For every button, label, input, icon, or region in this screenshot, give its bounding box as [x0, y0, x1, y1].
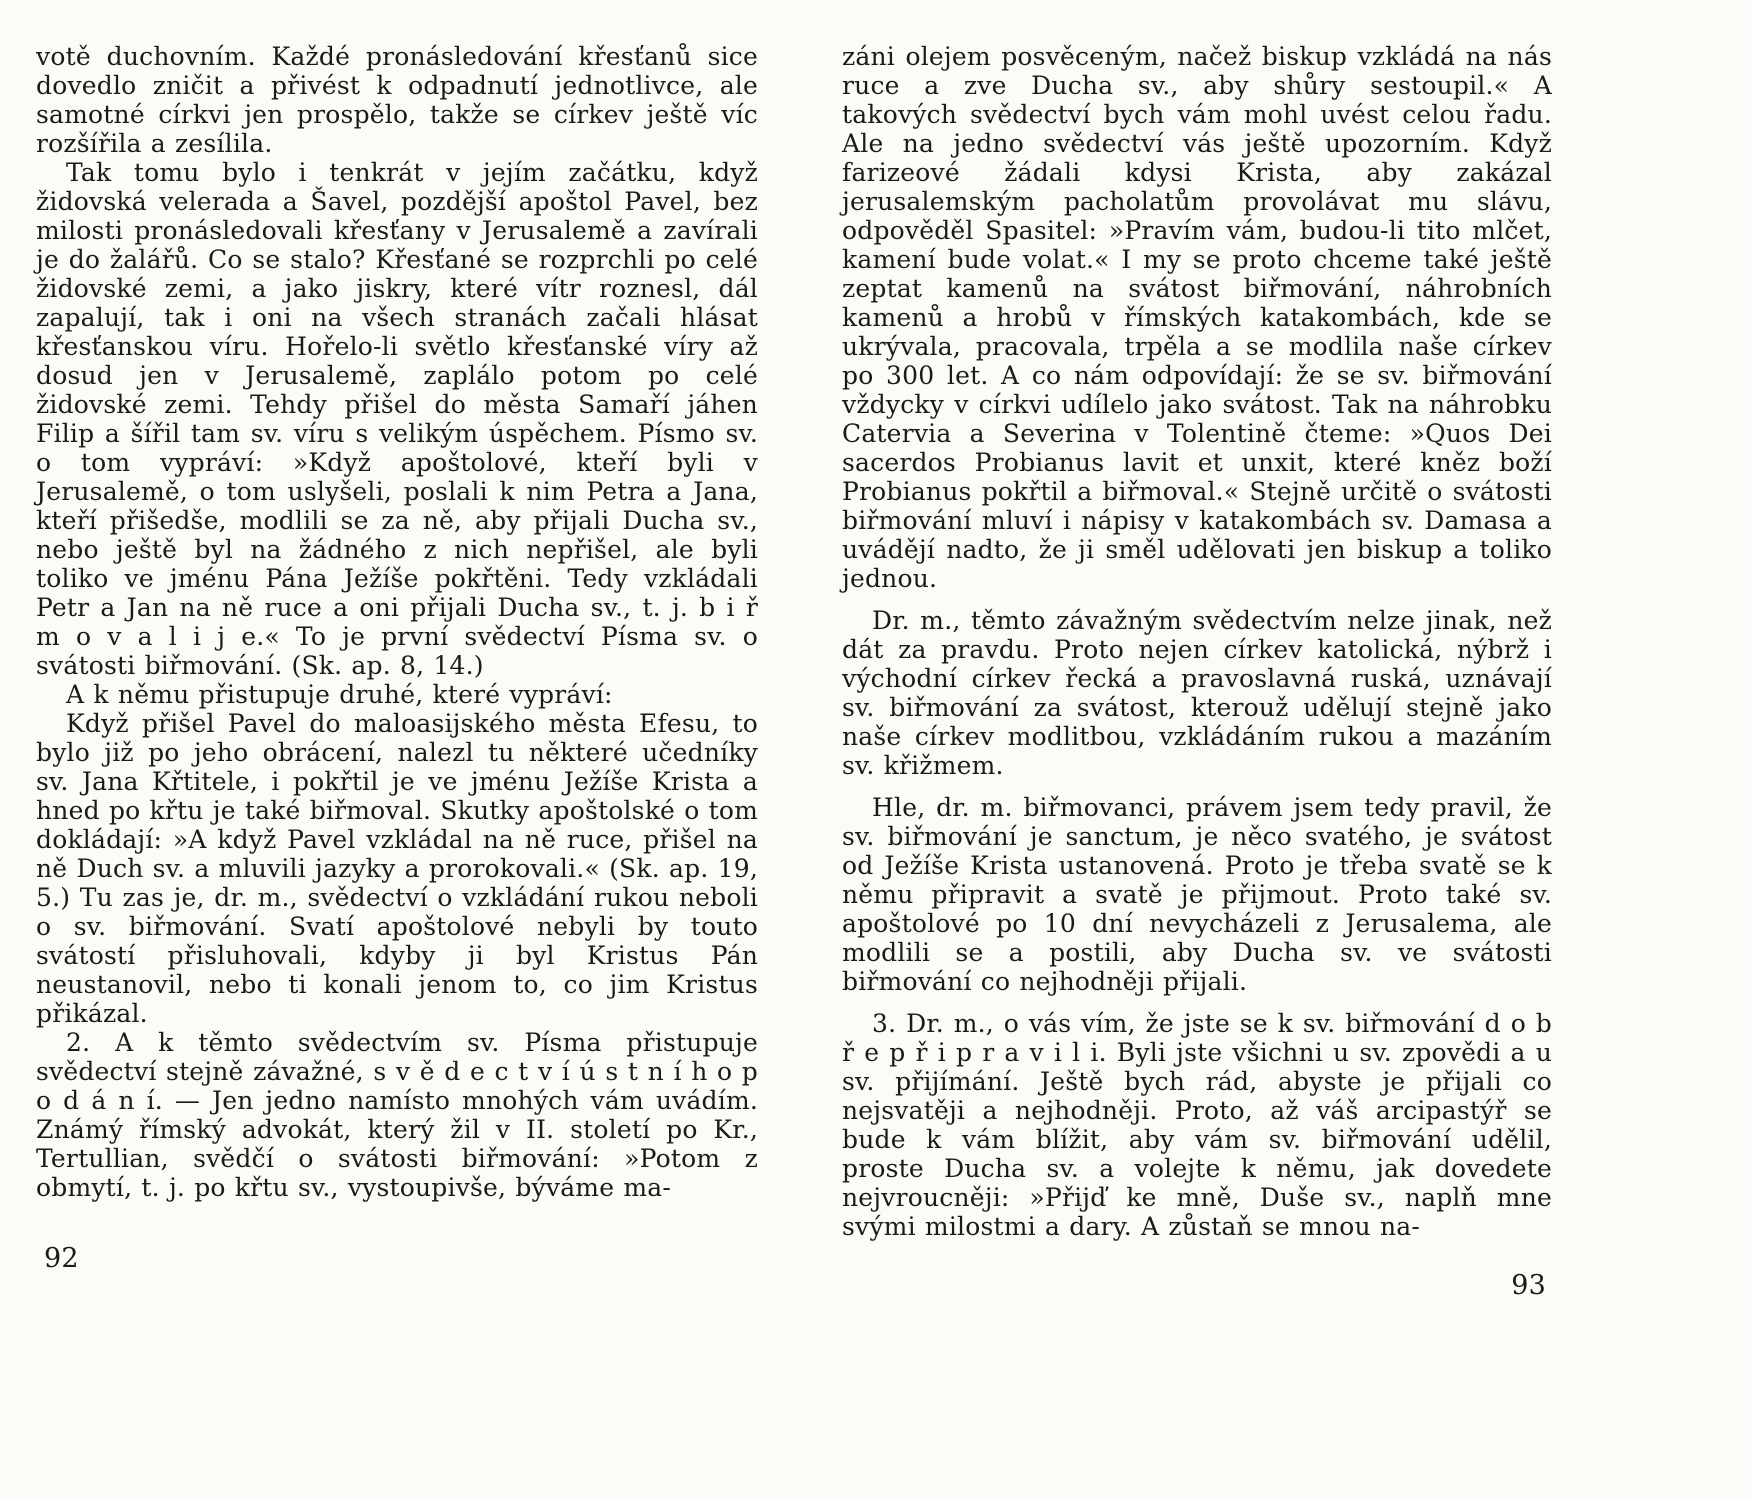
- paragraph: Dr. m., těmto závažným svědectvím nelze jinak, než dát za pravdu. Proto nejen církev katolická, nýbrž i východní církev řecká a pravoslavná ruská, uznávají sv. biřmování za svátost, kterouž udělují stejně jako naše církev modlitbou, vzkládáním rukou a mazáním sv. křižmem.: [842, 606, 1552, 780]
- left-page-column: [36, 42, 758, 1274]
- paragraph: Tak tomu bylo i tenkrát v jejím začátku, když židovská velerada a Šavel, pozdější apoštol Pavel, bez milosti pronásledovali křesťany v Jerusalemě a zavírali je do žalářů. Co se stalo? Křesťané se rozprchli po celé židovské zemi, a jako jiskry, které vítr roznesl, dál zapalují, tak i oni na všech stranách začali hlásat křesťanskou víru. Hořelo-li světlo křesťanské víry až dosud jen v Jerusalemě, zaplálo potom po celé židovské zemi. Tehdy přišel do města Samaří jáhen Filip a šířil tam sv. víru s velikým úspěchem. Písmo sv. o tom vypráví: »Když apoštolové, kteří byli v Jerusalemě, o tom uslyšeli, poslali k nim Petra a Jana, kteří přišedše, modlili se za ně, aby přijali Ducha sv., nebo ještě byl na žádného z nich nepřišel, ale byli toliko ve jménu Pána Ježíše pokřtěni. Tedy vzkládali Petr a Jan na ně ruce a oni přijali Ducha sv., t. j. b i ř m o v a l i j e.« To je první svědectví Písma sv. o svátosti biřmování. (Sk. ap. 8, 14.): [36, 158, 758, 680]
- paragraph: 2. A k těmto svědectvím sv. Písma přistupuje svědectví stejně závažné, s v ě d e c t v í ú s t n í h o p o d á n í. — Jen jedno namísto mnohých vám uvádím. Známý římský advokát, který žil v II. století po Kr., Tertullian, svědčí o svátosti biřmování: »Potom z obmytí, t. j. po křtu sv., vystoupivše, býváme ma-: [36, 1028, 758, 1202]
- paragraph: Když přišel Pavel do maloasijského města Efesu, to bylo již po jeho obrácení, nalezl tu některé učedníky sv. Jana Křtitele, i pokřtil je ve jménu Ježíše Krista a hned po křtu je také biřmoval. Skutky apoštolské o tom dokládají: »A když Pavel vzkládal na ně ruce, přišel na ně Duch sv. a mluvili jazyky a prorokovali.« (Sk. ap. 19, 5.) Tu zas je, dr. m., svědectví o vzkládání rukou neboli o sv. biřmování. Svatí apoštolové nebyli by touto svátostí přisluhovali, kdyby ji byl Kristus Pán neustanovil, nebo ti konali jenom to, co jim Kristus přikázal.: [36, 709, 758, 1028]
- paragraph: 3. Dr. m., o vás vím, že jste se k sv. biřmování d o b ř e p ř i p r a v i l i. Byli jste všichni u sv. zpovědi a u sv. přijímání. Ještě bych rád, abyste je přijali co nejsvatěji a nejhodněji. Proto, až váš arcipastýř se bude k vám blížit, aby vám sv. biřmování udělil, proste Ducha sv. a volejte k němu, jak dovedete nejvroucněji: »Přijď ke mně, Duše sv., naplň mne svými milostmi a dary. A zůstaň se mnou na-: [842, 1009, 1552, 1241]
- paragraph: záni olejem posvěceným, načež biskup vzkládá na nás ruce a zve Ducha sv., aby shůry sestoupil.« A takových svědectví bych vám mohl uvést celou řadu. Ale na jedno svědectví vás ještě upozorním. Když farizeové žádali kdysi Krista, aby zakázal jerusalemským pacholatům provolávat mu slávu, odpověděl Spasitel: »Pravím vám, budou-li tito mlčet, kamení bude volat.« I my se proto chceme také ještě zeptat kamenů na svátost biřmování, náhrobních kamenů a hrobů v římských katakombách, kde se ukrývala, pracovala, trpěla a se modlila naše církev po 300 let. A co nám odpovídají: že se sv. biřmování vždycky v církvi udílelo jako svátost. Tak na náhrobku Catervia a Severina v Tolentině čteme: »Quos Dei sacerdos Probianus lavit et unxit, které kněz boží Probianus pokřtil a biřmoval.« Stejně určitě o svátosti biřmování mluví i nápisy v katakombách sv. Damasa a uvádějí nadto, že ji směl udělovati jen biskup a toliko jednou.: [842, 42, 1552, 593]
- paragraph: votě duchovním. Každé pronásledování křesťanů sice dovedlo zničit a přivést k odpadnutí jednotlivce, ale samotné církvi jen prospělo, takže se církev ještě víc rozšířila a zesílila.: [36, 42, 758, 158]
- right-page-column: [842, 42, 1552, 1301]
- paragraph: A k němu přistupuje druhé, které vypráví:: [66, 680, 613, 709]
- page-number-right: 93: [1511, 1270, 1546, 1301]
- paragraph: Hle, dr. m. biřmovanci, právem jsem tedy pravil, že sv. biřmování je sanctum, je něco svatého, je svátost od Ježíše Krista ustanovená. Proto je třeba svatě se k němu připravit a svatě je přijmout. Proto také sv. apoštolové po 10 dní nevycházeli z Jerusalema, ale modlili se a postili, aby Ducha sv. ve svátosti biřmování co nejhodněji přijali.: [842, 793, 1552, 996]
- page-number-left: 92: [44, 1243, 79, 1274]
